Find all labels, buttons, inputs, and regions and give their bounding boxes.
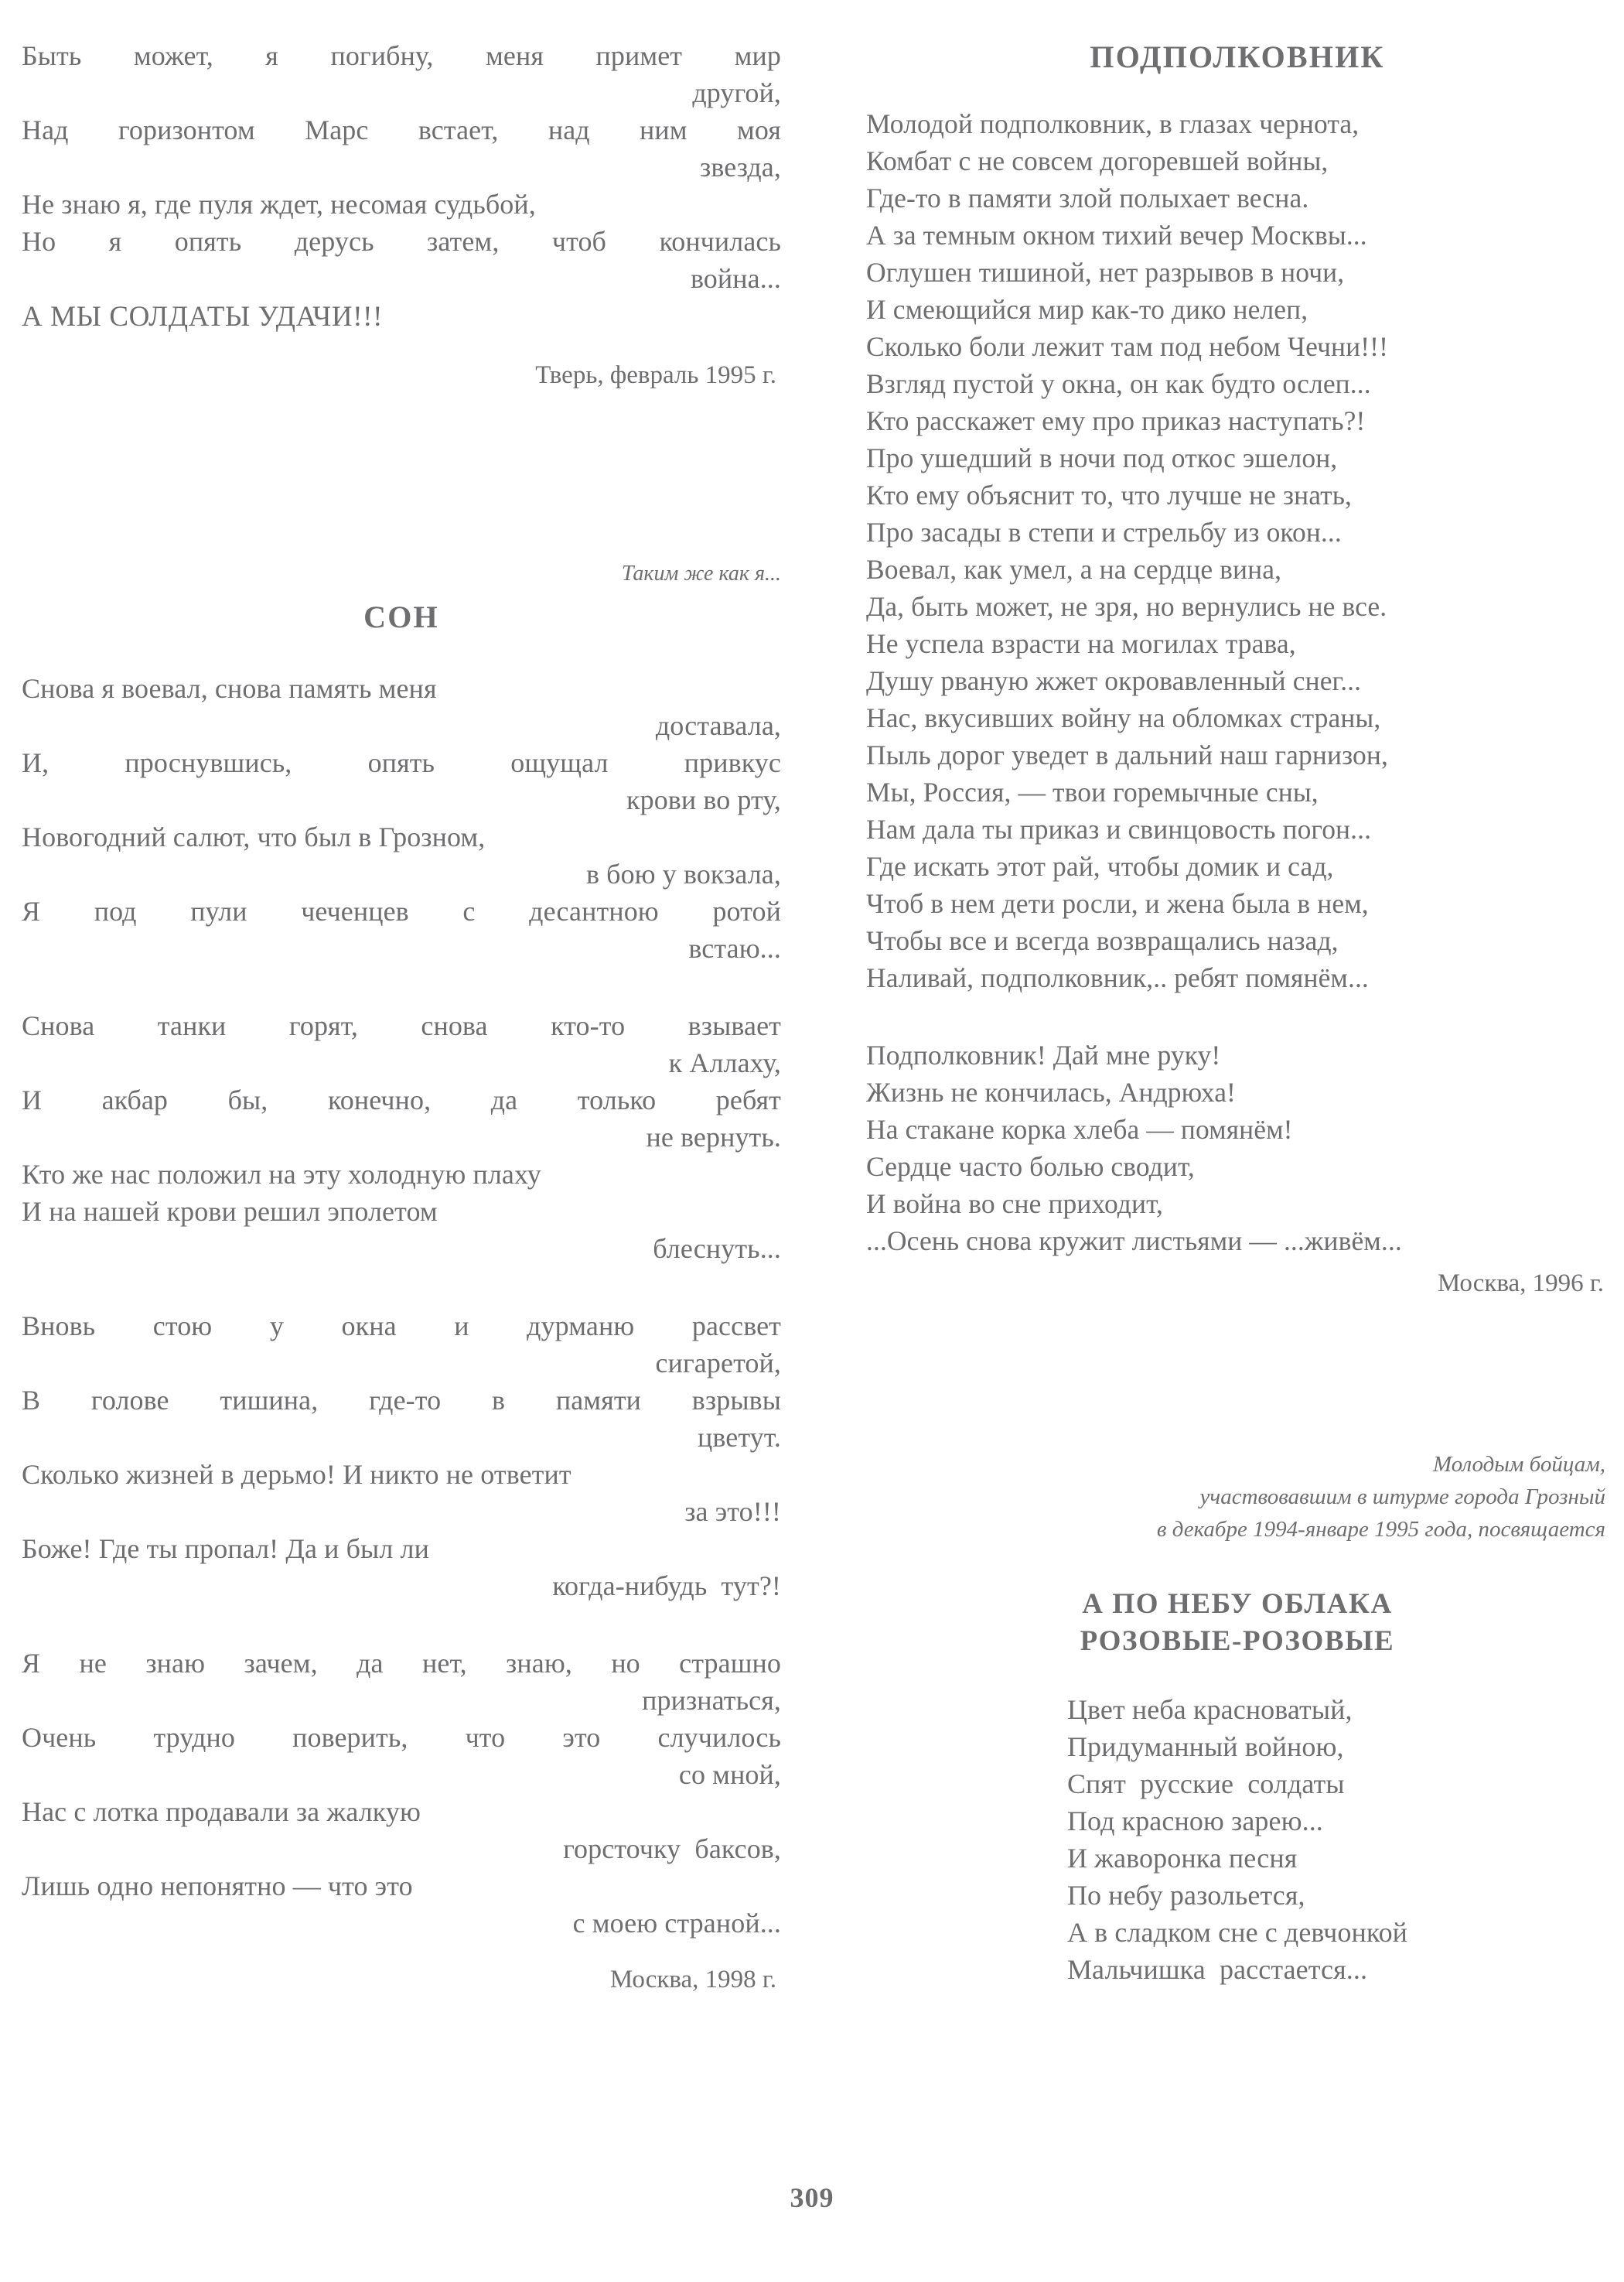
verse-line-runover: не вернуть. bbox=[646, 1122, 781, 1153]
verse-line: Чтоб в нем дети росли, и жена была в нем, bbox=[866, 888, 1369, 919]
verse-line: Сколько боли лежит там под небом Чечни!!! bbox=[866, 331, 1388, 362]
poem-title: СОН bbox=[363, 600, 439, 634]
verse-line: Молодой подполковник, в глазах чернота, bbox=[866, 108, 1360, 139]
verse-line: Оглушен тишиной, нет разрывов в ночи, bbox=[866, 257, 1345, 288]
dedication-line: Молодым бойцам, bbox=[1432, 1452, 1605, 1477]
verse-line: Спят русские солдаты bbox=[1066, 1768, 1345, 1799]
verse-line: Жизнь не кончилась, Андрюха! bbox=[866, 1077, 1236, 1108]
verse-line-runover: доставала, bbox=[655, 710, 781, 741]
verse-line-runover: в бою у вокзала, bbox=[585, 859, 781, 890]
verse-line: Душу рваную жжет окровавленный снег... bbox=[866, 665, 1362, 696]
verse-line-runover: крови во рту, bbox=[626, 784, 781, 815]
verse-line: В голове тишина, где-то в памяти взрывы bbox=[22, 1385, 781, 1416]
verse-line: И на нашей крови решил эполетом bbox=[22, 1196, 438, 1227]
verse-line: Кто ему объяснит то, что лучше не знать, bbox=[866, 480, 1353, 511]
verse-line-runover: с моею страной... bbox=[572, 1908, 781, 1939]
poem-oblaka bbox=[866, 1448, 1609, 1988]
poem-title-line: РОЗОВЫЕ-РОЗОВЫЕ bbox=[1080, 1625, 1395, 1657]
verse-line-runover: к Аллаху, bbox=[668, 1047, 781, 1078]
verse-line-runover: другой, bbox=[692, 77, 781, 108]
verse-line: И война во сне приходит, bbox=[866, 1188, 1163, 1219]
verse-line: Вновь стою у окна и дурманю рассвет bbox=[22, 1310, 781, 1341]
verse-line: ...Осень снова кружит листьями — ...живём... bbox=[866, 1225, 1402, 1256]
verse-line: Придуманный войною, bbox=[1066, 1731, 1344, 1762]
verse-line: Цвет неба красноватый, bbox=[1066, 1694, 1353, 1725]
verse-line-runover: когда-нибудь тут?! bbox=[552, 1570, 781, 1601]
verse-line: Я под пули чеченцев с десантною ротой bbox=[22, 896, 781, 927]
verse-line: Снова танки горят, снова кто-то взывает bbox=[22, 1010, 781, 1041]
poem-podpolkovnik bbox=[866, 37, 1609, 1301]
verse-line: Кто же нас положил на эту холодную плаху bbox=[22, 1159, 541, 1190]
verse-line: А в сладком сне с девчонкой bbox=[1066, 1917, 1408, 1948]
verse-line: Над горизонтом Марс встает, над ним моя bbox=[22, 114, 781, 145]
verse-line: Мальчишка расстается... bbox=[1066, 1954, 1368, 1985]
right-column bbox=[812, 0, 1624, 2282]
verse-line: Боже! Где ты пропал! Да и был ли bbox=[22, 1533, 429, 1564]
verse-line: Подполковник! Дай мне руку! bbox=[866, 1040, 1221, 1071]
verse-line: Но я опять дерусь затем, чтоб кончилась bbox=[22, 226, 781, 257]
poem-stanza bbox=[22, 1307, 781, 1604]
verse-line: Не успела взрасти на могилах трава, bbox=[866, 628, 1296, 659]
verse-line: Лишь одно непонятно — что это bbox=[22, 1870, 413, 1901]
verse-line-runover: встаю... bbox=[688, 933, 781, 964]
verse-line: Не знаю я, где пуля ждет, несомая судьбой, bbox=[22, 189, 536, 220]
poem-title-line: А ПО НЕБУ ОБЛАКА bbox=[1082, 1588, 1393, 1620]
poem-stanza bbox=[866, 105, 1609, 996]
poem-continuation bbox=[22, 37, 781, 393]
verse-line: Быть может, я погибну, меня примет мир bbox=[22, 40, 781, 71]
poem-son bbox=[22, 559, 781, 1997]
verse-line-runover: горсточку баксов, bbox=[563, 1833, 781, 1864]
verse-line-runover: цветут. bbox=[697, 1422, 781, 1453]
verse-line: Про ушедший в ночи под откос эшелон, bbox=[866, 442, 1338, 473]
poem-stanza bbox=[866, 1037, 1609, 1259]
verse-line: Где-то в памяти злой полыхает весна. bbox=[866, 183, 1309, 214]
poem-signature: Тверь, февраль 1995 г. bbox=[535, 361, 776, 389]
verse-line-runover: сигаретой, bbox=[655, 1348, 781, 1378]
verse-line: Новогодний салют, что был в Грозном, bbox=[22, 822, 486, 852]
verse-line: Нас с лотка продавали за жалкую bbox=[22, 1796, 421, 1827]
dedication-line: участвовавшим в штурме города Грозный bbox=[1199, 1484, 1605, 1509]
verse-line: Взгляд пустой у окна, он как будто ослеп... bbox=[866, 368, 1371, 399]
poem-signature: Москва, 1998 г. bbox=[609, 1966, 776, 1993]
verse-line: Снова я воевал, снова память меня bbox=[22, 673, 437, 704]
verse-line: Нас, вкусивших войну на обломках страны, bbox=[866, 702, 1381, 733]
verse-line-runover: со мной, bbox=[678, 1759, 781, 1790]
page-number: 309 bbox=[790, 2182, 834, 2213]
poem-stanza bbox=[22, 1645, 781, 1942]
poem-stanza bbox=[866, 1691, 1609, 1988]
verse-line: Про засады в степи и стрельбу из окон... bbox=[866, 517, 1342, 548]
verse-line: Воевал, как умел, а на сердце вина, bbox=[866, 554, 1282, 585]
verse-line: Наливай, подполковник,.. ребят помянём... bbox=[866, 962, 1369, 993]
verse-line: Сердце часто болью сводит, bbox=[866, 1151, 1195, 1182]
verse-line: Да, быть может, не зря, но вернулись не все. bbox=[866, 591, 1387, 622]
poem-title: ПОДПОЛКОВНИК bbox=[1090, 39, 1385, 74]
dedication-line: в декабре 1994-январе 1995 года, посвящается bbox=[1156, 1517, 1605, 1542]
verse-line-runover: звезда, bbox=[700, 152, 781, 183]
poem-stanza bbox=[22, 670, 781, 967]
verse-line: Где искать этот рай, чтобы домик и сад, bbox=[866, 851, 1334, 882]
verse-line: Мы, Россия, — твои горемычные сны, bbox=[866, 777, 1319, 808]
verse-line: Пыль дорог уведет в дальний наш гарнизон, bbox=[866, 740, 1388, 770]
verse-line: На стакане корка хлеба — помянём! bbox=[866, 1114, 1293, 1145]
poem-signature: Москва, 1996 г. bbox=[1437, 1269, 1604, 1297]
poem-dedication bbox=[866, 1448, 1609, 1546]
verse-line-runover: признаться, bbox=[642, 1685, 781, 1716]
verse-line: А за темным окном тихий вечер Москвы... bbox=[866, 220, 1367, 251]
verse-line: Я не знаю зачем, да нет, знаю, но страшно bbox=[22, 1648, 781, 1679]
verse-line: Нам дала ты приказ и свинцовость погон... bbox=[866, 814, 1372, 845]
verse-line: Кто расскажет ему про приказ наступать?! bbox=[866, 405, 1366, 436]
verse-line-runover: война... bbox=[690, 263, 781, 294]
verse-line: Чтобы все и всегда возвращались назад, bbox=[866, 925, 1339, 956]
verse-line: И смеющийся мир как-то дико нелеп, bbox=[866, 294, 1308, 325]
verse-line: По небу разольется, bbox=[1066, 1880, 1305, 1911]
poem-stanza bbox=[22, 1007, 781, 1267]
poem-exclamation: А МЫ СОЛДАТЫ УДАЧИ!!! bbox=[22, 301, 383, 333]
verse-line-runover: за это!!! bbox=[684, 1496, 781, 1527]
verse-line: Под красною зарею... bbox=[1066, 1805, 1323, 1836]
verse-line-runover: блеснуть... bbox=[653, 1233, 781, 1264]
verse-line: Комбат с не совсем догоревшей войны, bbox=[866, 145, 1329, 176]
verse-line: И жаворонка песня bbox=[1066, 1843, 1298, 1874]
verse-line: Сколько жизней в дерьмо! И никто не ответит bbox=[22, 1459, 571, 1490]
verse-line: И акбар бы, конечно, да только ребят bbox=[22, 1085, 781, 1115]
verse-line: Очень трудно поверить, что это случилось bbox=[22, 1722, 781, 1753]
poem-epigraph: Таким же как я... bbox=[621, 562, 781, 586]
verse-line: И, проснувшись, опять ощущал привкус bbox=[22, 747, 781, 778]
